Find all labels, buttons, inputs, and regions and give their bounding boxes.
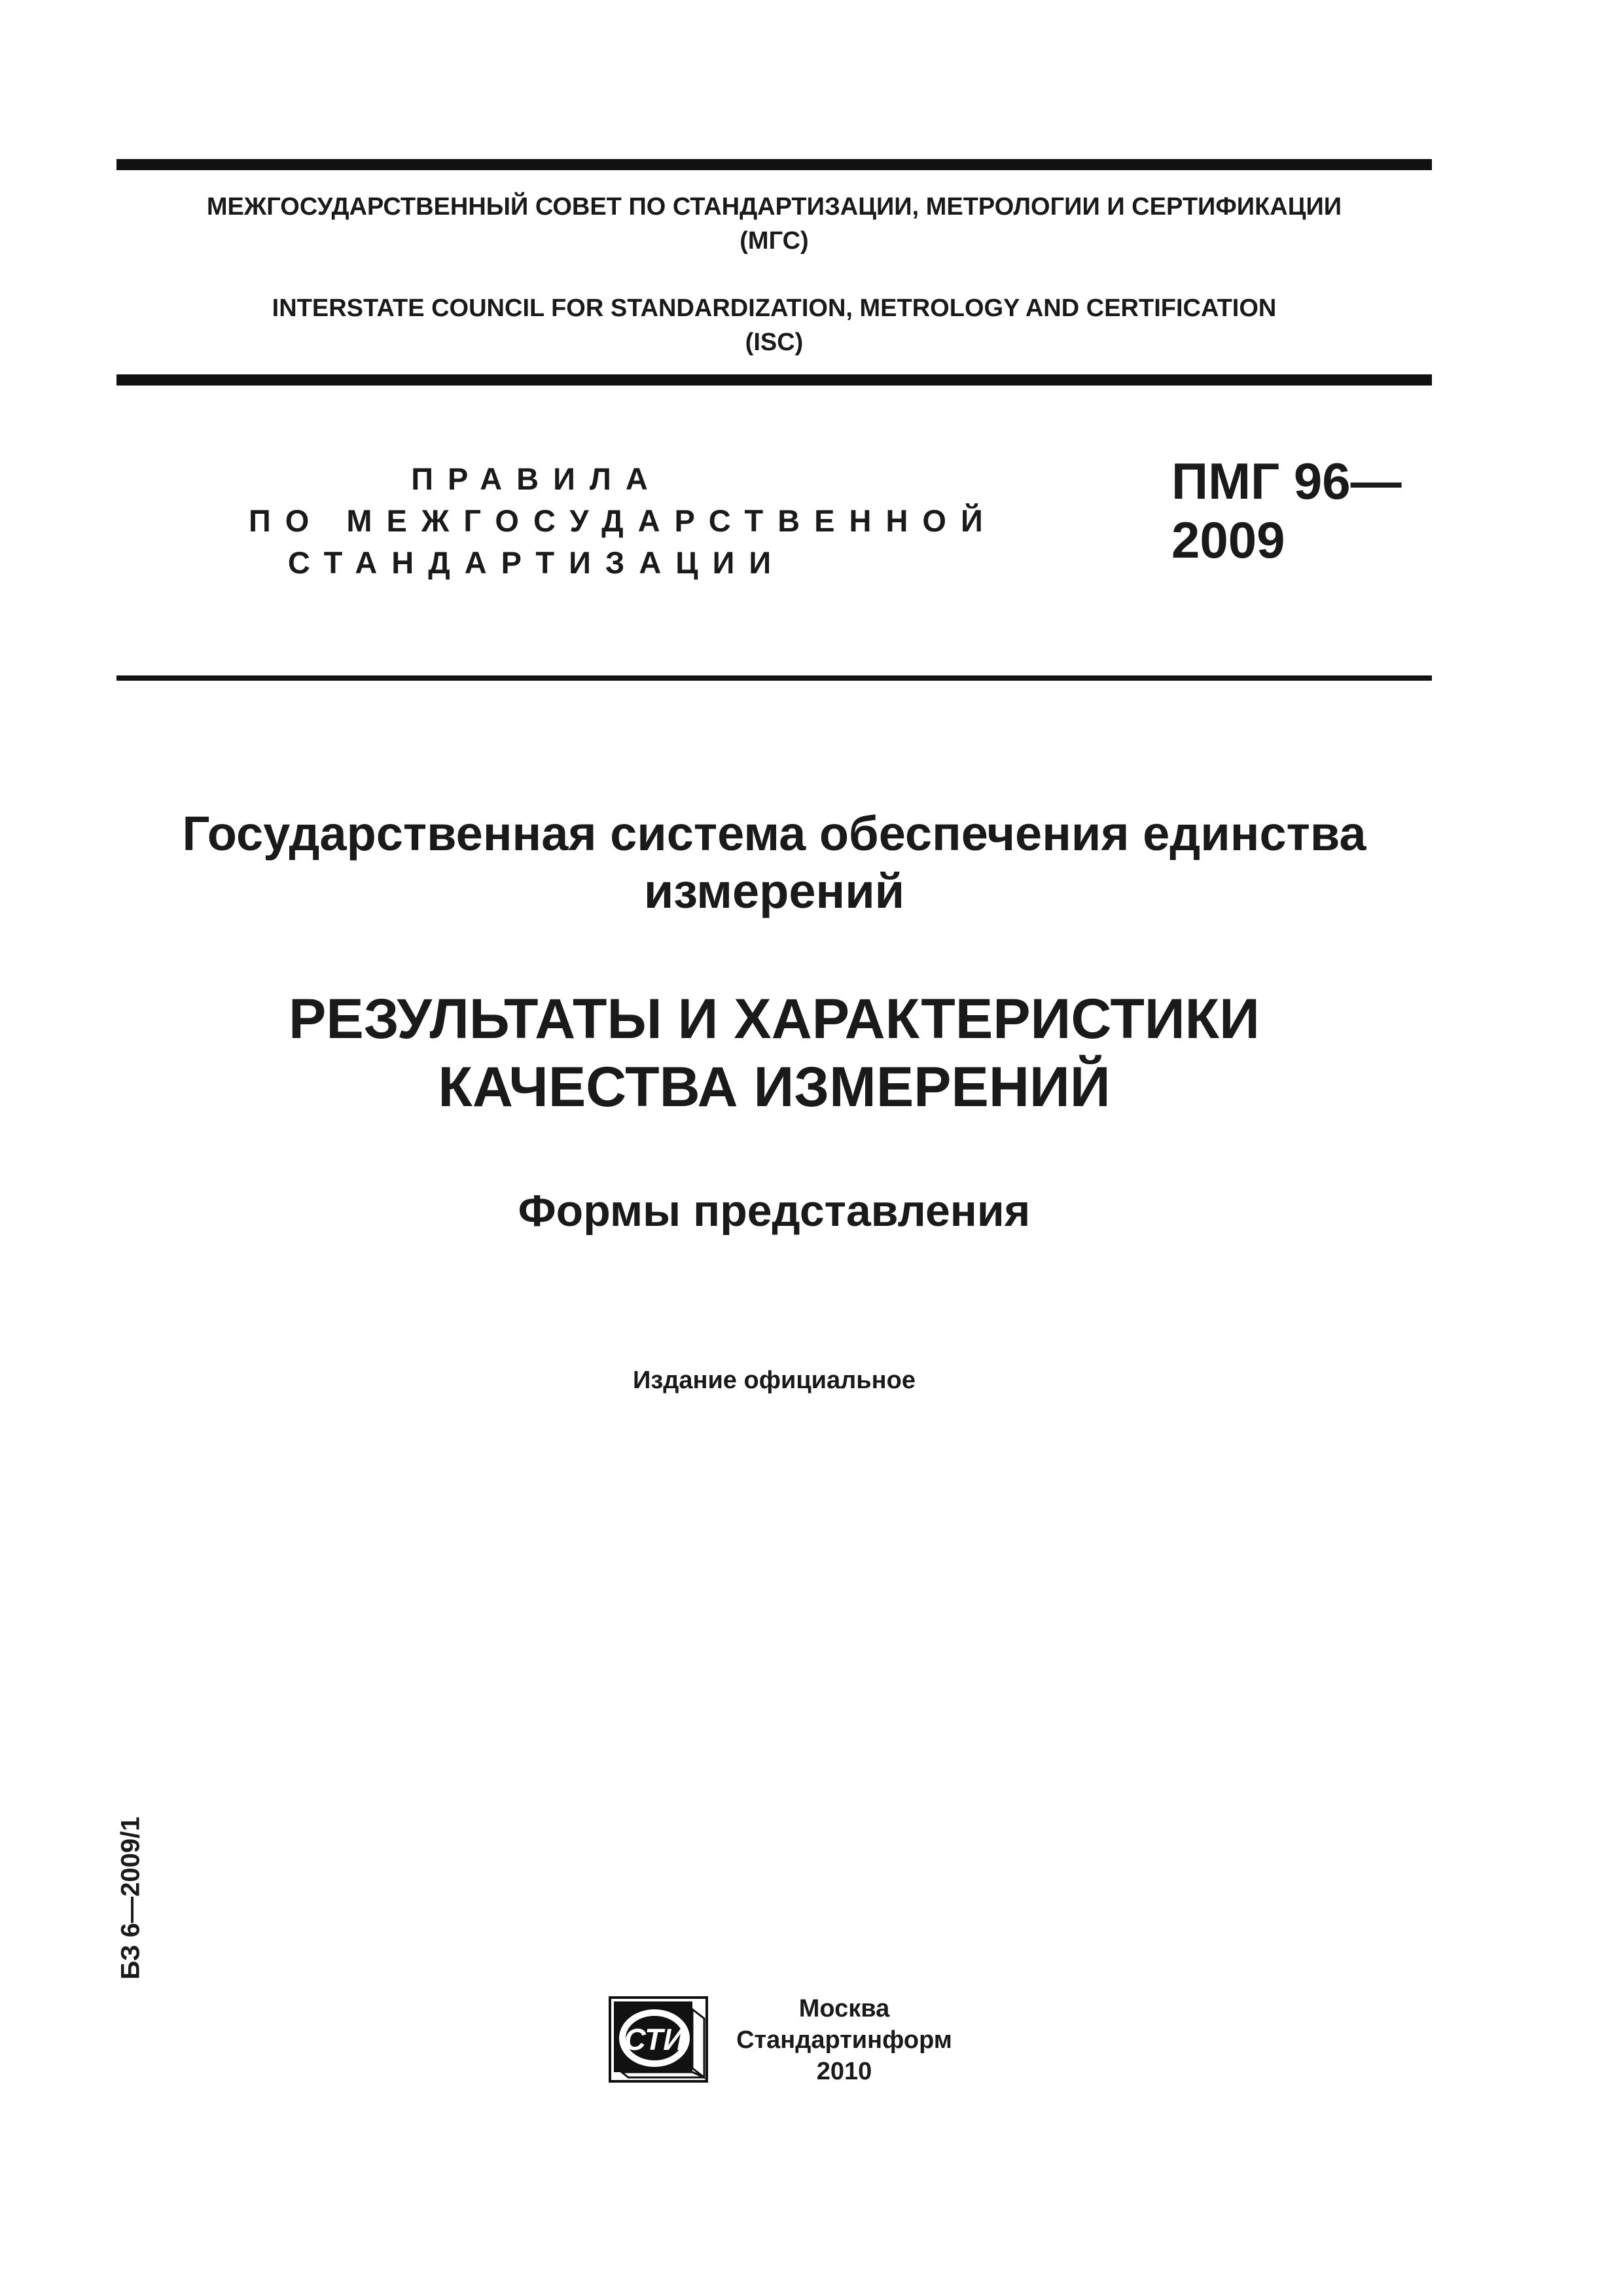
rules-title-line2: ПО МЕЖГОСУДАРСТВЕННОЙ xyxy=(249,503,997,538)
publisher-city: Москва xyxy=(798,1995,890,2022)
document-main-title xyxy=(116,985,1432,1121)
subtitle-line2: измерений xyxy=(643,864,905,918)
rules-title xyxy=(249,458,997,584)
edition-label: Издание официальное xyxy=(633,1367,916,1394)
logo-text: СТИ xyxy=(624,2022,685,2056)
designation-line1: ПМГ 96— xyxy=(1171,452,1402,510)
publisher-block xyxy=(713,1993,975,2087)
subtitle-line1: Государственная система обеспечения единства xyxy=(182,806,1366,861)
rules-title-line1: ПРАВИЛА xyxy=(411,461,662,496)
council-en-name: INTERSTATE COUNCIL FOR STANDARDIZATION, METROLOGY AND CERTIFICATION xyxy=(272,295,1277,322)
council-en-abbr: (ISC) xyxy=(745,329,804,356)
council-ru-name: МЕЖГОСУДАРСТВЕННЫЙ СОВЕТ ПО СТАНДАРТИЗАЦИИ, МЕТРОЛОГИИ И СЕРТИФИКАЦИИ xyxy=(206,193,1342,221)
council-ru-abbr: (МГС) xyxy=(740,227,809,255)
council-header xyxy=(116,190,1432,258)
document-forms-title: Формы представления xyxy=(518,1186,1031,1236)
document-designation xyxy=(1171,452,1402,569)
side-code: БЗ 6—2009/1 xyxy=(116,1816,145,1980)
main-title-line1: РЕЗУЛЬТАТЫ И ХАРАКТЕРИСТИКИ xyxy=(289,988,1260,1050)
document-subtitle xyxy=(116,805,1432,920)
publisher-name: Стандартинформ xyxy=(736,2026,952,2054)
top-rule xyxy=(116,159,1432,170)
council-header-en xyxy=(116,291,1432,359)
publisher-year: 2010 xyxy=(816,2058,872,2085)
rules-title-line3: СТАНДАРТИЗАЦИИ xyxy=(287,545,786,580)
standartinform-logo-icon xyxy=(609,1996,708,2083)
designation-line2: 2009 xyxy=(1171,511,1285,569)
title-separator-rule xyxy=(116,675,1432,681)
header-bottom-rule xyxy=(116,374,1432,386)
main-title-line2: КАЧЕСТВА ИЗМЕРЕНИЙ xyxy=(438,1056,1111,1119)
